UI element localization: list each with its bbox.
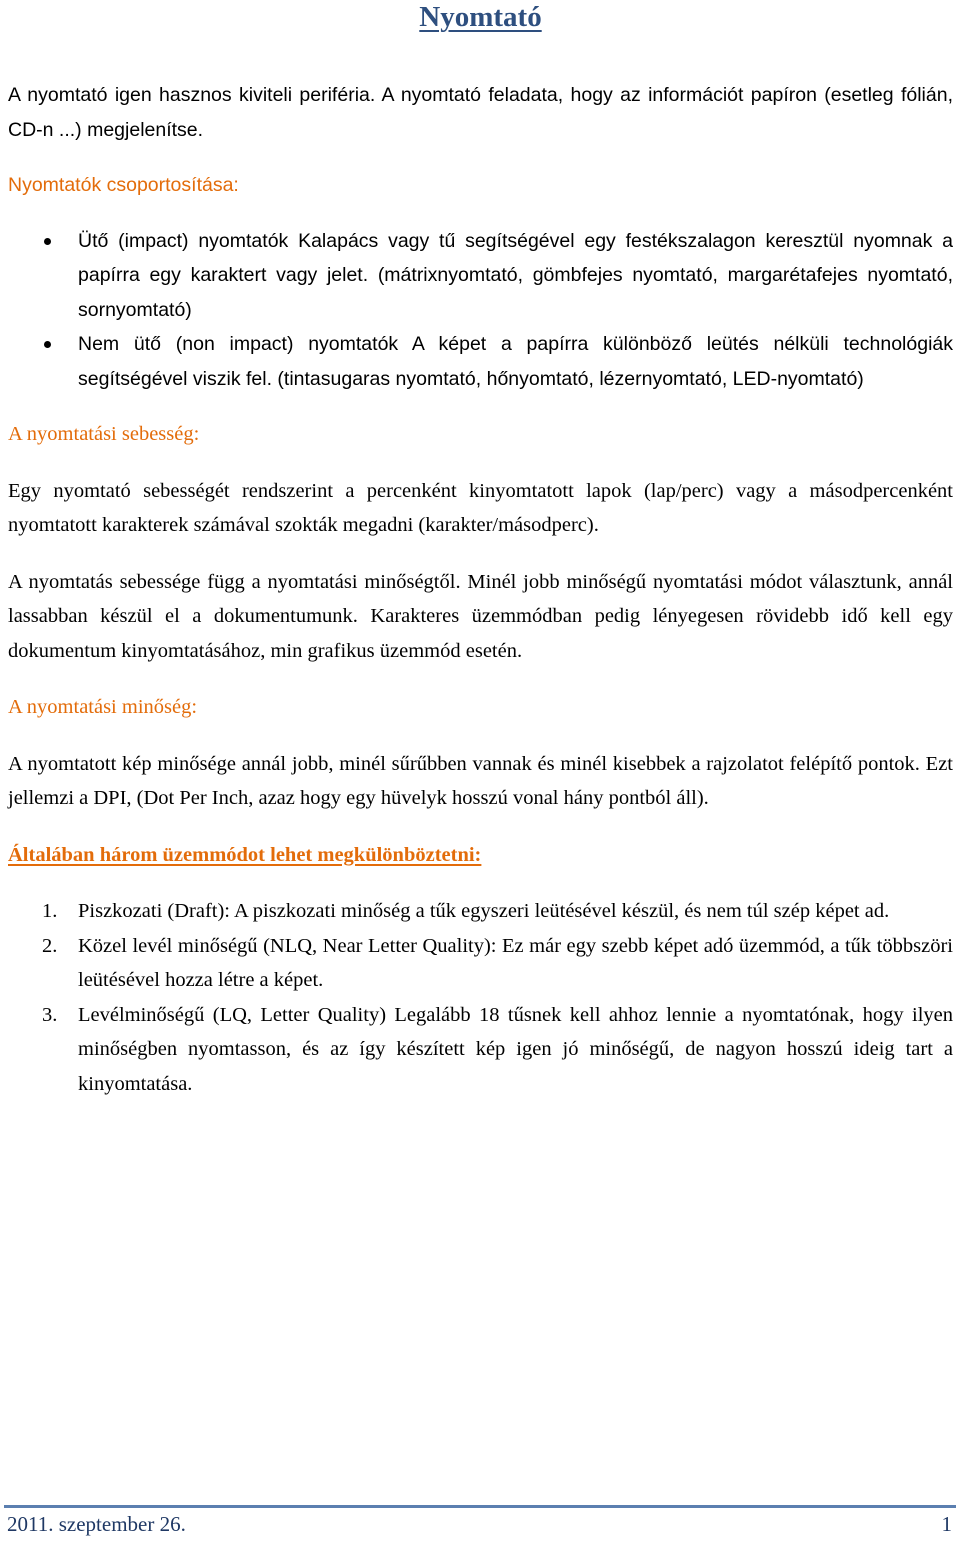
modes-list — [8, 894, 953, 1101]
list-item-text: Közel levél minőségű (NLQ, Near Letter Quality): Ez már egy szebb képet adó üzemmód, a tűk többszöri leütésével hozza létre a képet. — [78, 934, 953, 991]
quality-heading: A nyomtatási minőség: — [8, 696, 198, 718]
modes-heading: Általában három üzemmódot lehet megkülönböztetni: — [8, 843, 482, 866]
intro-paragraph: A nyomtató igen hasznos kiviteli periféria. A nyomtató feladata, hogy az információt papíron (esetleg fólián, CD-n ...) megjelenítse. — [8, 84, 953, 141]
groups-list — [8, 224, 953, 397]
list-number: 2. — [42, 934, 58, 957]
list-number: 3. — [42, 1003, 58, 1026]
bullet-icon — [44, 238, 51, 245]
list-number: 1. — [42, 900, 58, 922]
list-item — [8, 929, 953, 998]
list-item-text: Piszkozati (Draft): A piszkozati minőség a tűk egyszeri leütésével készül, és nem túl szép képet ad. — [78, 900, 890, 922]
list-item — [8, 327, 953, 396]
page-number: 1 — [941, 1512, 952, 1536]
document-page — [8, 0, 953, 1101]
speed-heading: A nyomtatási sebesség: — [8, 423, 200, 445]
bullet-icon — [44, 341, 51, 348]
list-item-text: Levélminőségű (LQ, Letter Quality) Legalább 18 tűsnek kell ahhoz lennie a nyomtatónak, hogy ilyen minőségben nyomtasson, és az így készített kép igen jó minőségű, de nagyon hosszú ideig tart a kinyomtatása. — [78, 1003, 953, 1095]
groups-heading: Nyomtatók csoportosítása: — [8, 174, 239, 196]
list-item-text: Ütő (impact) nyomtatók Kalapács vagy tű segítségével egy festékszalagon keresztül nyomnak a papírra egy karaktert vagy jelet. (mátrixnyomtató, gömbfejes nyomtató, margarétafejes nyomtató, sornyomtató) — [78, 229, 953, 321]
list-item — [8, 224, 953, 328]
list-item — [8, 998, 953, 1102]
speed-paragraph-2: A nyomtatás sebessége függ a nyomtatási minőségtől. Minél jobb minőségű nyomtatási módot választunk, annál lassabban készül el a dokumentumunk. Karakteres üzemmódban pedig lényegesen rövidebb idő kell egy dokumentum kinyomtatásához, min grafikus üzemmód esetén. — [8, 570, 953, 662]
list-item-text: Nem ütő (non impact) nyomtatók A képet a papírra különböző leütés nélküli technológiák segítségével viszik fel. (tintasugaras nyomtató, hőnyomtató, lézernyomtató, LED-nyomtató) — [78, 333, 953, 390]
page-title: Nyomtató — [419, 1, 542, 33]
footer-date: 2011. szeptember 26. — [7, 1512, 186, 1536]
speed-paragraph-1: Egy nyomtató sebességét rendszerint a percenként kinyomtatott lapok (lap/perc) vagy a másodpercenként nyomtatott karakterek számával szokták megadni (karakter/másodperc). — [8, 479, 953, 536]
list-item — [8, 894, 953, 929]
quality-paragraph: A nyomtatott kép minősége annál jobb, minél sűrűbben vannak és minél kisebbek a rajzolatot felépítő pontok. Ezt jellemzi a DPI, (Dot Per Inch, azaz hogy egy hüvelyk hosszú vonal hány pontból áll). — [8, 752, 953, 809]
footer-rule — [4, 1505, 956, 1508]
